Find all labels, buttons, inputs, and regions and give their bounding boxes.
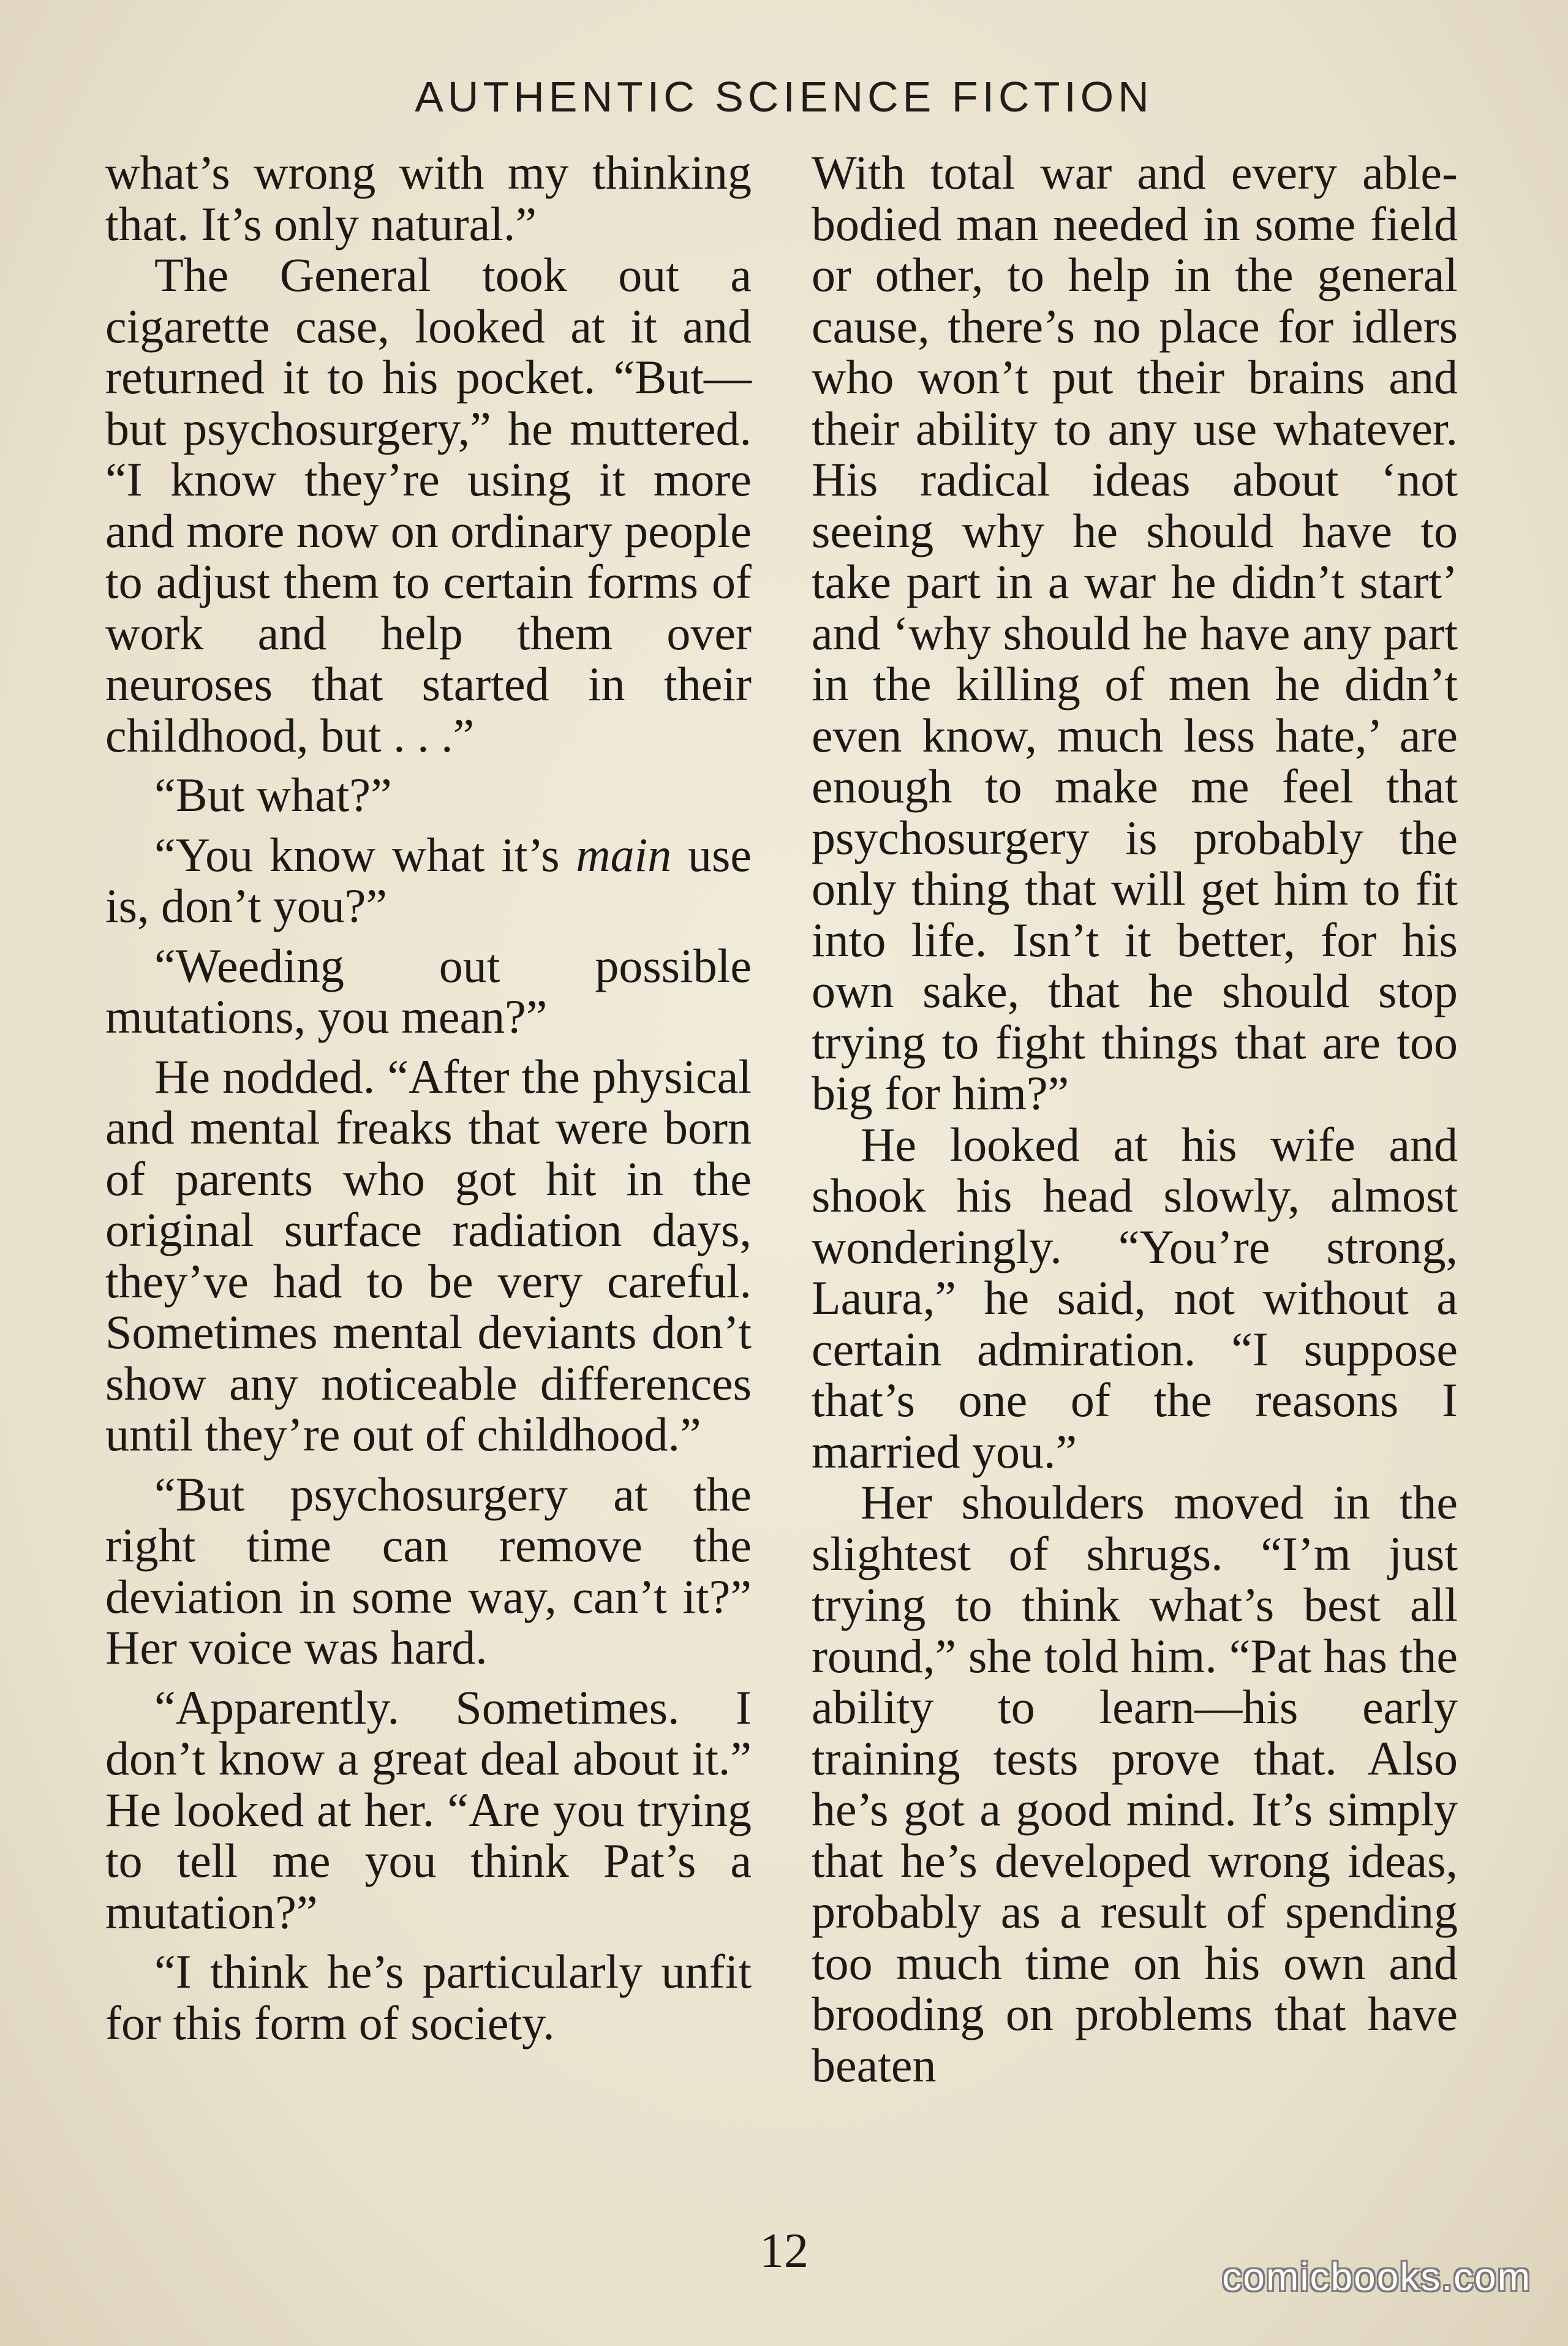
paragraph: what’s wrong with my thinking that. It’s only natural.”	[105, 146, 752, 251]
paragraph: “But psychosurgery at the right time can remove the deviation in some way, can’t it?” Her voice was hard.	[105, 1467, 752, 1674]
left-column	[105, 147, 752, 2187]
paragraph: “I think he’s particularly unfit for this form of society.	[105, 1945, 752, 2050]
paragraph: “But what?”	[154, 768, 392, 821]
paragraph: Her shoulders moved in the slightest of shrugs. “I’m just trying to think what’s best all round,” she told him. “Pat has the ability to learn—his early training tests prove that. Also he’s got a good mind. It’s simply that he’s developed wrong ideas, probably as a result of spending too much time on his own and brooding on problems that have beaten	[812, 1476, 1458, 2092]
paragraph: “Apparently. Sometimes. I don’t know a great deal about it.” He looked at her. “Are you trying to tell me you think Pat’s a mutation?”	[105, 1680, 752, 1939]
watermark-logo: comicbooks.com	[1222, 2255, 1531, 2299]
paragraph: He looked at his wife and shook his head slowly, almost wonderingly. “You’re strong, Laura,” he said, not without a certain admiration. “I suppose that’s one of the reasons I married you.”	[812, 1117, 1458, 1478]
emphasis-word: main	[576, 828, 672, 881]
paragraph-text: use is, don’t you?”	[105, 828, 752, 932]
paragraph: With total war and every able-bodied man needed in some field or other, to help in the general cause, there’s no place for idlers who won’t put their brains and their ability to any use whatever. His radical ideas about ‘not seeing why he should have to take part in a war he didn’t start’ and ‘why should he have any part in the killing of men he didn’t even know, much less hate,’ are enough to make me feel that psychosurgery is probably the only thing that will get him to fit into life. Isn’t it better, for his own sake, that he should stop trying to fight things that are too big for him?”	[812, 146, 1458, 1120]
page-number: 12	[760, 2224, 809, 2278]
paragraph: “Weeding out possible mutations, you mean?”	[105, 938, 752, 1043]
paragraph-text: “You know what it’s	[154, 828, 576, 881]
running-title: AUTHENTIC SCIENCE FICTION	[415, 73, 1153, 121]
paragraph	[105, 829, 752, 932]
paragraph: He nodded. “After the physical and mental freaks that were born of parents who got hit in the original surface radiation days, they’ve had to be very careful. Sometimes mental deviants don’t show any noticeable differences until they’re out of childhood.”	[105, 1049, 752, 1461]
right-column	[812, 147, 1458, 2187]
paragraph: The General took out a cigarette case, looked at it and returned it to his pocket. “But—but psychosurgery,” he muttered. “I know they’re using it more and more now on ordinary people to adjust them to certain forms of work and help them over neuroses that started in their childhood, but . . .”	[105, 248, 752, 762]
